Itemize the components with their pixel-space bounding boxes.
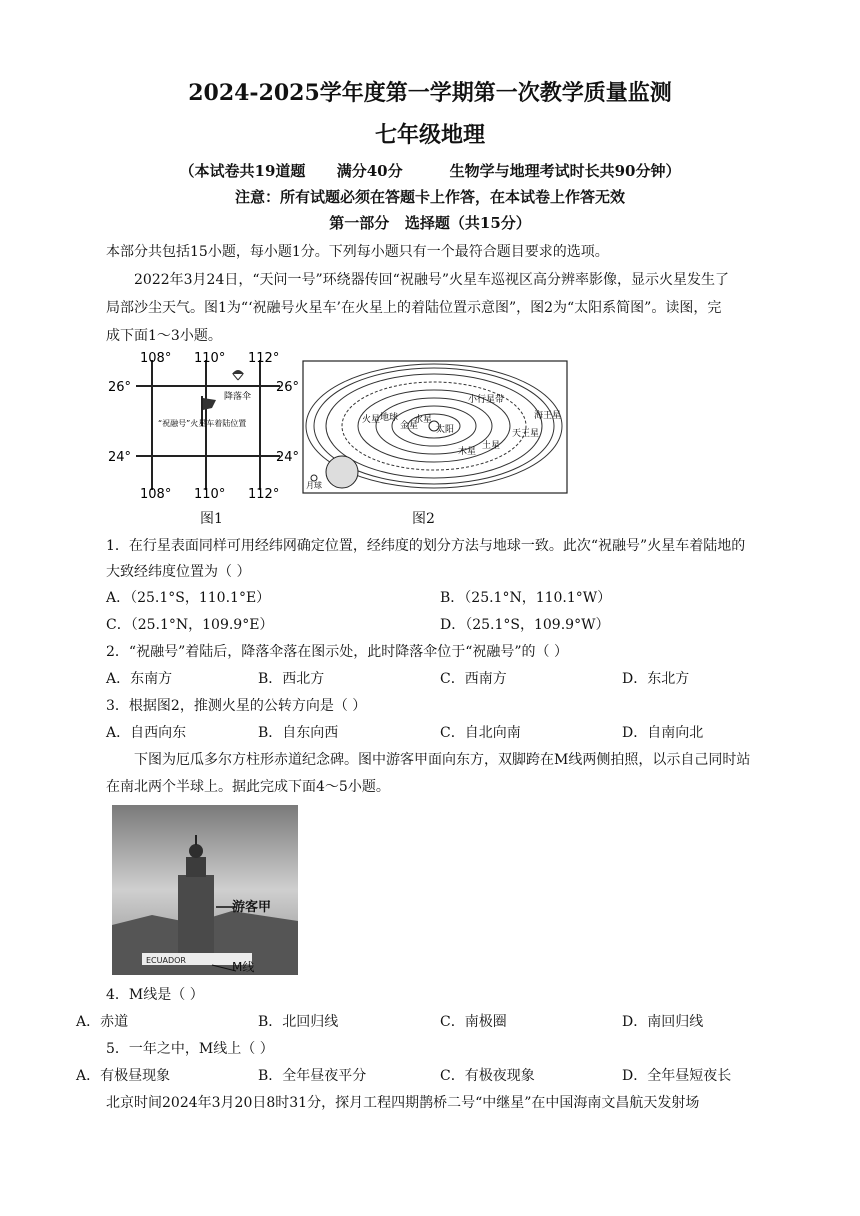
q1-stem-line1: 1．在行星表面同样可用经纬网确定位置，经纬度的划分方法与地球一致。此次“祝融号”火星车着陆地的	[106, 538, 746, 554]
plaque-text: ECUADOR	[146, 956, 186, 965]
q4-option-b[interactable]: B．北回归线	[258, 1014, 339, 1030]
q3-stem: 3．根据图2，推测火星的公转方向是（ ）	[106, 698, 367, 714]
q4-option-c[interactable]: C．南极圈	[440, 1014, 507, 1030]
lon-label-108-top: 108°	[140, 351, 172, 366]
planet-label-neptune: 海王星	[534, 411, 562, 421]
q5-option-b[interactable]: B．全年昼夜平分	[258, 1068, 367, 1084]
q3-option-c[interactable]: C．自北向南	[440, 725, 521, 741]
q3-option-a[interactable]: A．自西向东	[106, 725, 187, 741]
moon-label: 月球	[306, 481, 322, 490]
exam-title: 2024-2025学年度第一学期第一次教学质量监测	[188, 80, 672, 106]
q3-option-b[interactable]: B．自东向西	[258, 725, 339, 741]
passage2-line1: 下图为厄瓜多尔方柱形赤道纪念碑。图中游客甲面向东方，双脚跨在M线两侧拍照，以示自己同时站	[134, 752, 751, 768]
planet-label-jupiter: 木星	[458, 447, 477, 457]
parachute-icon	[232, 370, 244, 380]
q1-option-b[interactable]: B．（25.1°N，110.1°W）	[440, 590, 612, 606]
notice: 注意：所有试题必须在答题卡上作答，在本试卷上作答无效	[234, 188, 625, 206]
q5-stem: 5．一年之中，M线上（ ）	[106, 1041, 274, 1057]
lat-label-26-left: 26°	[108, 380, 132, 395]
lat-label-24-right: 24°	[276, 450, 300, 465]
lon-label-112-top: 112°	[248, 351, 280, 366]
q2-option-d[interactable]: D．东北方	[622, 671, 690, 687]
q1-stem-line2: 大致经纬度位置为（ ）	[106, 564, 251, 580]
passage2-line2: 在南北两个半球上。据此完成下面4～5小题。	[106, 779, 390, 795]
planet-label-uranus: 天王星	[512, 429, 540, 439]
passage1-line3: 成下面1～3小题。	[106, 328, 222, 344]
lon-label-110-bottom: 110°	[194, 487, 226, 498]
lat-label-24-left: 24°	[108, 450, 132, 465]
figure1-caption: 图1	[200, 511, 223, 527]
lat-label-26-right: 26°	[276, 380, 300, 395]
parachute-label: 降落伞	[224, 392, 252, 402]
planet-label-saturn: 土星	[482, 441, 501, 451]
passage1-line2: 局部沙尘天气。图1为“‘祝融号火星车’在火星上的着陆位置示意图”，图2为“太阳系简图”。读图，完	[106, 300, 722, 316]
equator-monument-photo	[112, 805, 298, 975]
q2-stem: 2．“祝融号”着陆后，降落伞落在图示处，此时降落伞位于“祝融号”的（ ）	[106, 644, 568, 660]
figure2-solar-system	[302, 360, 568, 494]
lon-label-110-top: 110°	[194, 351, 226, 366]
q1-option-d[interactable]: D．（25.1°S，109.9°W）	[440, 617, 610, 633]
planet-label-venus: 金星	[400, 421, 419, 431]
planet-label-earth: 地球	[380, 413, 399, 423]
sun-label: 太阳	[436, 425, 455, 435]
asteroid-belt-label: 小行星带	[468, 395, 505, 405]
passage1-line1: 2022年3月24日，“天问一号”环绕器传回“祝融号”火星车巡视区高分辨率影像，显示火星发生了	[134, 272, 729, 288]
planet-label-mars: 火星	[362, 415, 381, 425]
q2-option-b[interactable]: B．西北方	[258, 671, 325, 687]
q5-option-a[interactable]: A．有极昼现象	[76, 1068, 171, 1084]
m-line-label: M线	[232, 960, 255, 974]
tourist-label: 游客甲	[232, 900, 272, 915]
section-intro: 本部分共包括15小题，每小题1分。下列每小题只有一个最符合题目要求的选项。	[106, 244, 609, 260]
section-heading: 第一部分 选择题（共15分）	[329, 214, 531, 232]
q2-option-a[interactable]: A．东南方	[106, 671, 173, 687]
planet-label-mercury: 水星	[414, 415, 433, 425]
q5-option-d[interactable]: D．全年昼短夜长	[622, 1068, 732, 1084]
subject-title: 七年级地理	[374, 122, 485, 148]
passage3-line1: 北京时间2024年3月20日8时31分，探月工程四期鹊桥二号“中继星”在中国海南文昌航天发射场	[106, 1095, 700, 1111]
exam-info: （本试卷共19道题 满分40分 生物学与地理考试时长共90分钟）	[179, 162, 681, 180]
lon-label-112-bottom: 112°	[248, 487, 280, 498]
figure1-grid-map	[106, 348, 306, 498]
q5-option-c[interactable]: C．有极夜现象	[440, 1068, 535, 1084]
q4-stem: 4．M线是（ ）	[106, 987, 204, 1003]
q1-option-c[interactable]: C．（25.1°N，109.9°E）	[106, 617, 274, 633]
lon-label-108-bottom: 108°	[140, 487, 172, 498]
q4-option-a[interactable]: A．赤道	[76, 1014, 129, 1030]
q4-option-d[interactable]: D．南回归线	[622, 1014, 704, 1030]
q3-option-d[interactable]: D．自南向北	[622, 725, 704, 741]
q1-option-a[interactable]: A．（25.1°S，110.1°E）	[106, 590, 271, 606]
figure2-caption: 图2	[412, 511, 435, 527]
q2-option-c[interactable]: C．西南方	[440, 671, 507, 687]
rover-label: “祝融号”火星车着陆位置	[158, 419, 247, 428]
